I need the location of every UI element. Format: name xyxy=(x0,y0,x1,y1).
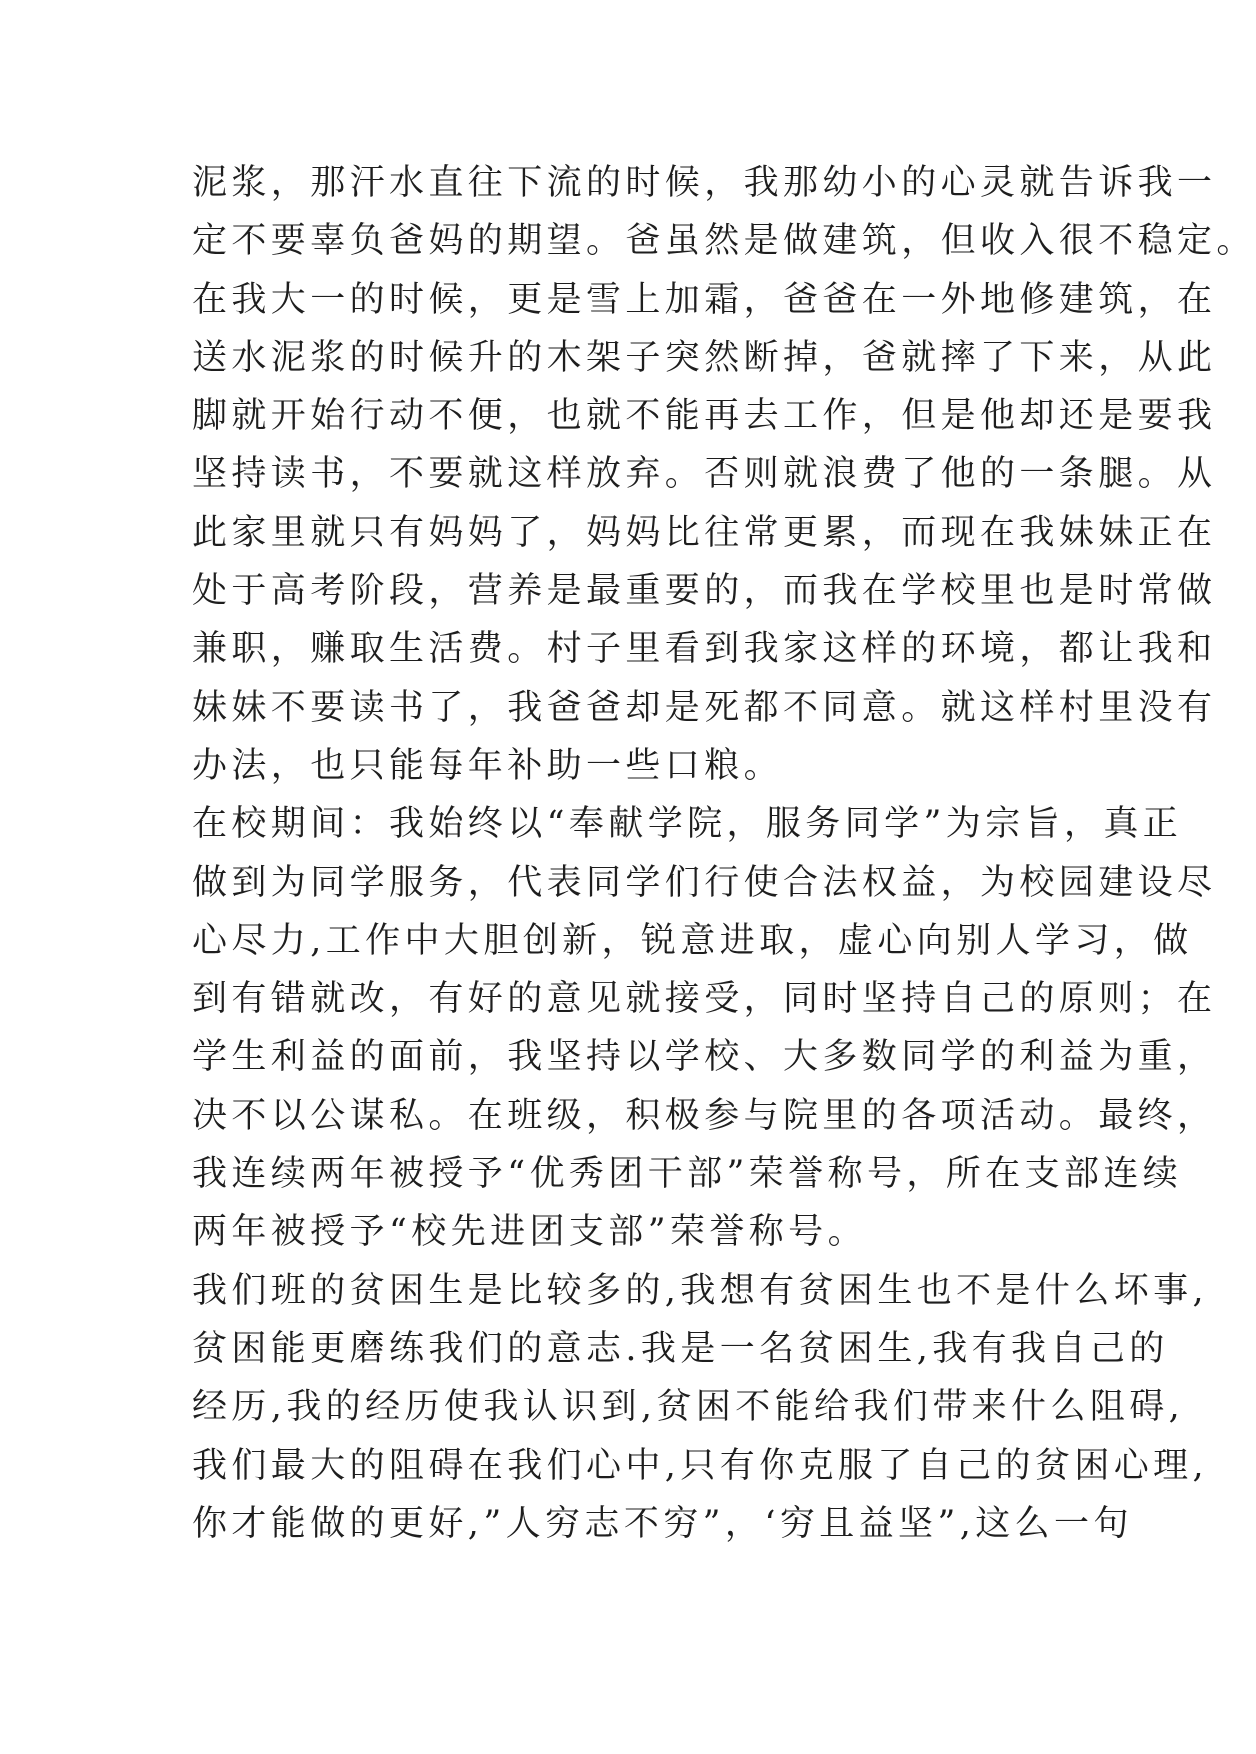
text-line: 心尽力,工作中大胆创新，锐意进取，虚心向别人学习，做 xyxy=(192,920,1193,961)
text-line: 我们最大的阻碍在我们心中,只有你克服了自己的贫困心理, xyxy=(192,1445,1209,1486)
text-line: 你才能做的更好,”人穷志不穷”，‘穷且益坚”,这么一句 xyxy=(192,1503,1133,1544)
text-line: 送水泥浆的时候升的木架子突然断掉，爸就摔了下来，从此 xyxy=(192,337,1217,378)
text-line: 坚持读书，不要就这样放弃。否则就浪费了他的一条腿。从 xyxy=(192,454,1217,495)
text-line: 到有错就改，有好的意见就接受，同时坚持自己的原则；在 xyxy=(192,979,1217,1020)
text-line: 我连续两年被授予“优秀团干部”荣誉称号，所在支部连续 xyxy=(192,1154,1183,1195)
text-line: 我们班的贫困生是比较多的,我想有贫困生也不是什么坏事, xyxy=(192,1270,1209,1311)
text-line: 在我大一的时候，更是雪上加霜，爸爸在一外地修建筑，在 xyxy=(192,279,1217,320)
text-line: 两年被授予“校先进团支部”荣誉称号。 xyxy=(192,1212,867,1253)
text-line: 做到为同学服务，代表同学们行使合法权益，为校园建设尽 xyxy=(192,862,1217,903)
text-line: 经历,我的经历使我认识到,贫困不能给我们带来什么阻碍, xyxy=(192,1387,1185,1428)
text-line: 在校期间：我始终以“奉献学院，服务同学”为宗旨，真正 xyxy=(192,804,1183,845)
text-line: 决不以公谋私。在班级，积极参与院里的各项活动。最终， xyxy=(192,1095,1217,1136)
text-line: 办法，也只能每年补助一些口粮。 xyxy=(192,745,784,786)
text-line: 定不要辜负爸妈的期望。爸虽然是做建筑，但收入很不稳定。 xyxy=(192,221,1256,262)
text-line: 处于高考阶段，营养是最重要的，而我在学校里也是时常做 xyxy=(192,571,1217,612)
text-line: 脚就开始行动不便，也就不能再去工作，但是他却还是要我 xyxy=(192,396,1217,437)
body-text xyxy=(192,154,1256,1553)
text-line: 泥浆，那汗水直往下流的时候，我那幼小的心灵就告诉我一 xyxy=(192,163,1217,203)
text-line: 此家里就只有妈妈了，妈妈比往常更累，而现在我妹妹正在 xyxy=(192,512,1217,553)
text-line: 兼职，赚取生活费。村子里看到我家这样的环境，都让我和 xyxy=(192,629,1217,670)
text-line: 贫困能更磨练我们的意志.我是一名贫困生,我有我自己的 xyxy=(192,1328,1169,1369)
text-line: 妹妹不要读书了，我爸爸却是死都不同意。就这样村里没有 xyxy=(192,687,1217,728)
text-line: 学生利益的面前，我坚持以学校、大多数同学的利益为重， xyxy=(192,1037,1217,1078)
